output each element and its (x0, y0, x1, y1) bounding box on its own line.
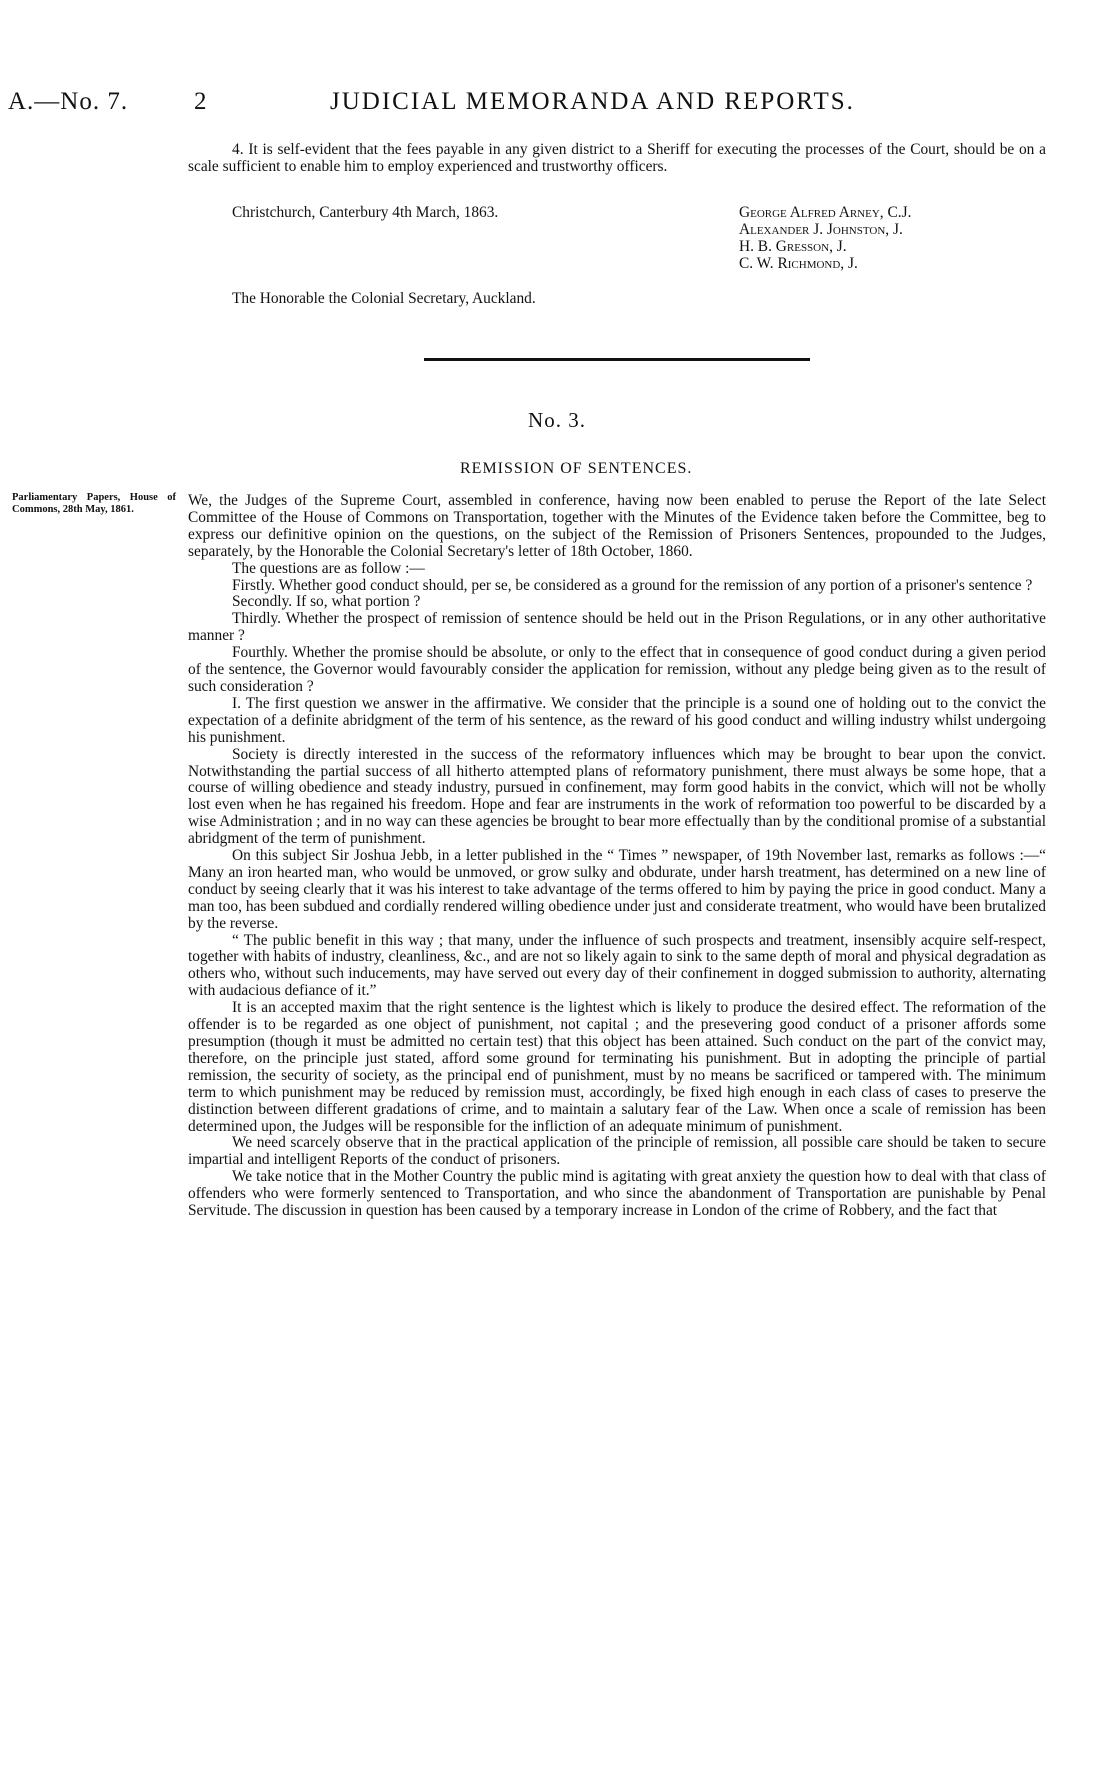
paragraph: It is an accepted maxim that the right sentence is the lightest which is likely to produce the desired effect. The reformation of the offender is to be regarded as one object of punishment, not capital ; and the presevering good conduct of a prisoner affords some presumption (though it must be admitted no certain test) that this object has been attained. Such conduct on the part of the convict may, therefore, on the principle just stated, afford some ground for terminating his punishment. But in adopting the principle of partial remission, the security of society, as the principal end of punishment, must by no means be sacrificed or tampered with. The minimum term to which punishment may be reduced by remission must, accordingly, be fixed high enough in each class of cases to preserve the distinction between different gradations of crime, and to maintain a salutary fear of the Law. When once a scale of remission has been determined upon, the Judges will be responsible for the infliction of an adequate minimum of punishment. (188, 999, 1046, 1135)
margin-note: Parliamentary Papers, House of Commons, 28th May, 1861. (12, 492, 176, 515)
signatory: H. B. Gresson, J. (739, 238, 847, 255)
paragraph: We take notice that in the Mother Country the public mind is agitating with great anxiety the question how to deal with that class of offenders who were formerly sentenced to Transportation, and who since the abandonment of Transportation are punishable by Penal Servitude. The discussion in question has been caused by a temporary increase in London of the crime of Robbery, and the fact that (188, 1168, 1046, 1220)
page-number: 2 (194, 88, 208, 115)
running-header (8, 88, 1108, 122)
closing-paragraph (188, 142, 1046, 176)
paragraph: Firstly. Whether good conduct should, per se, be considered as a ground for the remission of any portion of a prisoner's sentence ? (232, 576, 1033, 594)
paragraph: I. The first question we answer in the affirmative. We consider that the principle is a sound one of holding out to the convict the expectation of a definite abridgment of the term of his sentence, as the reward of his good conduct and willing industry whilst undergoing his punishment. (188, 694, 1046, 746)
section-number: No. 3. (528, 408, 586, 432)
paragraph: Society is directly interested in the success of the reformatory influences which may be brought to bear upon the convict. Notwithstanding the partial success of all hitherto attempted plans of reformatory punishment, there must always be some hope, that a course of willing obedience and steady industry, pursued in confinement, may form good habits in the convict, which will not be wholly lost even when he has regained his freedom. Hope and fear are instruments in the work of reformation too powerful to be discarded by a wise Administration ; and in no way can these agencies be brought to bear more effectually than by the conditional promise of a substantial abridgment of the term of punishment. (188, 745, 1046, 848)
paragraph: We need scarcely observe that in the practical application of the principle of remission, all possible care should be taken to secure impartial and intelligent Reports of the conduct of prisoners. (188, 1134, 1046, 1169)
section-divider (424, 358, 810, 361)
signatory: George Alfred Arney, C.J. (739, 204, 912, 221)
date-line: Christchurch, Canterbury 4th March, 1863. (232, 204, 499, 221)
paragraph: Thirdly. Whether the prospect of remission of sentence should be held out in the Prison Regulations, or in any other authoritative manner ? (188, 610, 1046, 645)
signatory: C. W. Richmond, J. (739, 255, 858, 272)
signature-block (739, 204, 911, 272)
paragraph: Fourthly. Whether the promise should be absolute, or only to the effect that in consequence of good conduct during a given period of the sentence, the Governor would favourably consider the application for remission, without any pledge being given as to the result of such consideration ? (188, 644, 1046, 695)
paragraph: We, the Judges of the Supreme Court, assembled in conference, having now been enabled to peruse the Report of the late Select Committee of the House of Commons on Transportation, together with the Minutes of the Evidence taken before the Committee, beg to express our definitive opinion on the questions, on the subject of the Remission of Prisoners Sentences, propounded to the Judges, separately, by the Honorable the Colonial Secretary's letter of 18th October, 1860. (188, 492, 1046, 560)
paragraph: On this subject Sir Joshua Jebb, in a letter published in the “ Times ” newspaper, of 19th November last, remarks as follows :—“ Many an iron hearted man, who would be unmoved, or grow sulky and obdurate, under harsh treatment, has determined on a new line of conduct by seeing clearly that it was his interest to take advantage of the terms offered to him by paying the price in good conduct. Many a man too, has been subdued and cordially rendered willing obedience under just and considerate treatment, who would have been brutalized by the reverse. (188, 847, 1046, 932)
paragraph: “ The public benefit in this way ; that many, under the influence of such prospects and treatment, insensibly acquire self-respect, together with habits of industry, cleanliness, &c., and are not so likely again to sink to the same depth of moral and physical degradation as others who, without such inducements, may have served out every day of their confinement in dogged submission to authority, alternating with audacious defiance of it.” (188, 931, 1046, 1000)
paragraph: Secondly. If so, what portion ? (232, 593, 421, 611)
section-title: REMISSION OF SENTENCES. (460, 460, 693, 477)
document-reference: A.—No. 7. (8, 88, 129, 115)
paragraph-4: 4. It is self-evident that the fees payable in any given district to a Sheriff for executing the processes of the Court, should be on a scale sufficient to enable him to employ experienced and trustworthy officers. (188, 141, 1046, 175)
signatory: Alexander J. Johnston, J. (739, 221, 903, 238)
report-body (188, 493, 1046, 1220)
addressee: The Honorable the Colonial Secretary, Auckland. (232, 290, 536, 307)
running-title: JUDICIAL MEMORANDA AND REPORTS. (330, 88, 855, 115)
paragraph: The questions are as follow :— (232, 559, 425, 577)
